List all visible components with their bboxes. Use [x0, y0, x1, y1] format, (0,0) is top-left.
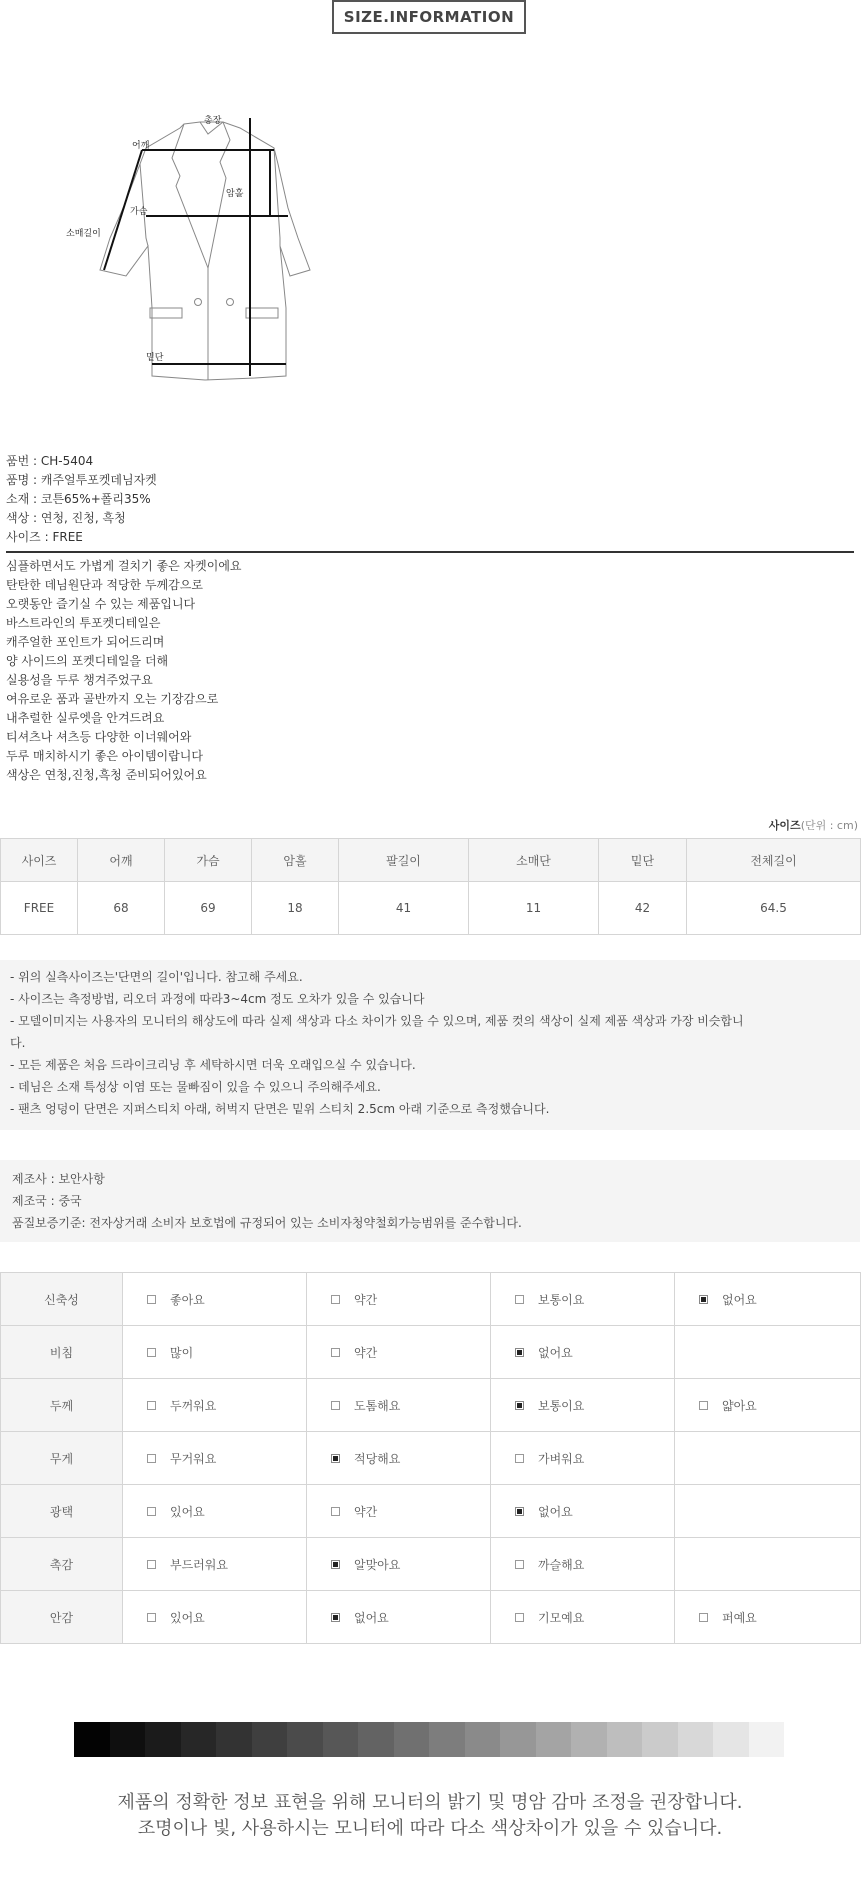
attribute-row: [1, 1432, 861, 1485]
unit-sub: (단위 : cm): [800, 819, 858, 832]
empty-cell: [675, 1485, 861, 1538]
grayscale-swatch: [500, 1722, 536, 1757]
grayscale-swatch: [181, 1722, 217, 1757]
maker-line: 제조사 : 보안사항: [12, 1172, 105, 1186]
attribute-option-label: 약간: [354, 1345, 378, 1360]
info-line: 사이즈 : FREE: [6, 530, 83, 544]
attribute-option-label: 적당해요: [354, 1451, 401, 1466]
attribute-option-label: 부드러워요: [170, 1557, 228, 1572]
grayscale-swatch: [713, 1722, 749, 1757]
note-line: - 위의 실측사이즈는'단면의 길이'입니다. 참고해 주세요.: [10, 970, 303, 984]
checked-box-icon: [515, 1348, 524, 1357]
grayscale-swatch: [642, 1722, 678, 1757]
attribute-option-label: 까슬해요: [538, 1557, 585, 1572]
desc-line: 실용성을 두루 챙겨주었구요: [6, 673, 153, 687]
attribute-label: 무게: [1, 1432, 123, 1485]
desc-line: 오랫동안 즐기실 수 있는 제품입니다: [6, 597, 196, 611]
grayscale-swatch: [216, 1722, 252, 1757]
grayscale-swatch: [323, 1722, 359, 1757]
attribute-option: [675, 1591, 861, 1644]
size-cell: 18: [252, 882, 339, 935]
desc-line: 캐주얼한 포인트가 되어드리며: [6, 635, 165, 649]
desc-line: 여유로운 품과 골반까지 오는 기장감으로: [6, 692, 219, 706]
label-armhole: 암홀: [226, 189, 244, 199]
checked-box-icon: [515, 1507, 524, 1516]
note-line: - 모든 제품은 처음 드라이크리닝 후 세탁하시면 더욱 오래입으실 수 있습니다.: [10, 1058, 416, 1072]
desc-line: 탄탄한 데님원단과 적당한 두께감으로: [6, 578, 203, 592]
grayscale-swatch: [571, 1722, 607, 1757]
desc-line: 색상은 연청,진청,흑청 준비되어있어요: [6, 768, 207, 782]
attribute-option: [307, 1591, 491, 1644]
checked-box-icon: [699, 1295, 708, 1304]
size-header-cell: 가슴: [165, 839, 252, 882]
attribute-option-label: 없어요: [722, 1292, 757, 1307]
attribute-option-label: 보통이요: [538, 1398, 585, 1413]
unit-title: 사이즈: [768, 819, 801, 832]
attribute-option-label: 얇아요: [722, 1398, 757, 1413]
grayscale-swatch: [287, 1722, 323, 1757]
empty-cell: [675, 1538, 861, 1591]
attribute-option: [123, 1485, 307, 1538]
attribute-option: [307, 1432, 491, 1485]
label-sleeve-length: 소매길이: [66, 229, 101, 239]
unchecked-box-icon: [331, 1401, 340, 1410]
grayscale-swatch: [394, 1722, 430, 1757]
size-table-header: [1, 839, 861, 882]
unchecked-box-icon: [147, 1348, 156, 1357]
grayscale-swatch: [252, 1722, 288, 1757]
size-notes: [0, 960, 860, 1130]
attribute-option: [307, 1273, 491, 1326]
size-header-cell: 암홀: [252, 839, 339, 882]
desc-line: 심플하면서도 가볍게 걸치기 좋은 자켓이에요: [6, 559, 242, 573]
size-header-cell: 밑단: [599, 839, 687, 882]
attribute-option: [675, 1379, 861, 1432]
grayscale-swatch: [607, 1722, 643, 1757]
checked-box-icon: [331, 1613, 340, 1622]
attribute-option-label: 좋아요: [170, 1292, 205, 1307]
unchecked-box-icon: [147, 1401, 156, 1410]
maker-line: 제조국 : 중국: [12, 1194, 82, 1208]
attribute-option: [491, 1485, 675, 1538]
attribute-option-label: 두꺼워요: [170, 1398, 217, 1413]
attribute-option-label: 퍼예요: [722, 1610, 757, 1625]
desc-line: 두루 매치하시기 좋은 아이템이랍니다: [6, 749, 203, 763]
attribute-option-label: 가벼워요: [538, 1451, 585, 1466]
attribute-option-label: 도톰해요: [354, 1398, 401, 1413]
size-header-cell: 어깨: [78, 839, 165, 882]
unchecked-box-icon: [331, 1507, 340, 1516]
desc-line: 바스트라인의 투포켓디테일은: [6, 616, 161, 630]
label-total-length: 총장: [204, 116, 222, 126]
size-cell: 68: [78, 882, 165, 935]
attribute-option: [491, 1538, 675, 1591]
maker-line: 품질보증기준: 전자상거래 소비자 보호법에 규정되어 있는 소비자청약철회가능범위를 준수합니다.: [12, 1216, 522, 1230]
checked-box-icon: [331, 1454, 340, 1463]
attribute-option-label: 알맞아요: [354, 1557, 401, 1572]
size-table: [0, 838, 861, 935]
attribute-option-label: 없어요: [538, 1345, 573, 1360]
grayscale-swatch: [678, 1722, 714, 1757]
grayscale-swatch: [749, 1722, 785, 1757]
note-line: 다.: [10, 1036, 26, 1050]
attribute-row: [1, 1538, 861, 1591]
attribute-label: 촉감: [1, 1538, 123, 1591]
attribute-option: [123, 1538, 307, 1591]
size-cell: 69: [165, 882, 252, 935]
attribute-row: [1, 1326, 861, 1379]
unchecked-box-icon: [515, 1613, 524, 1622]
grayscale-swatch: [145, 1722, 181, 1757]
attribute-option: [123, 1379, 307, 1432]
jacket-diagram: [66, 116, 350, 380]
grayscale-swatch: [358, 1722, 394, 1757]
note-line: - 데님은 소재 특성상 이염 또는 물빠짐이 있을 수 있으니 주의해주세요.: [10, 1080, 381, 1094]
attribute-option-label: 보통이요: [538, 1292, 585, 1307]
unchecked-box-icon: [147, 1454, 156, 1463]
size-cell: 11: [469, 882, 599, 935]
attribute-option: [491, 1379, 675, 1432]
size-header-cell: 사이즈: [1, 839, 78, 882]
attribute-label: 광택: [1, 1485, 123, 1538]
info-line: 색상 : 연청, 진청, 흑청: [6, 511, 126, 525]
attribute-option-label: 있어요: [170, 1504, 205, 1519]
monitor-notice: [0, 1790, 860, 1842]
size-header-cell: 팔길이: [339, 839, 469, 882]
note-line: - 사이즈는 측정방법, 리오더 과정에 따라3~4cm 정도 오차가 있을 수 있습니다: [10, 992, 425, 1006]
size-unit-label: [769, 817, 858, 833]
monitor-notice-line1: 제품의 정확한 정보 표현을 위해 모니터의 밝기 및 명암 감마 조정을 권장합니다.: [117, 1792, 743, 1813]
monitor-notice-line2: 조명이나 빛, 사용하시는 모니터에 따라 다소 색상차이가 있을 수 있습니다.: [137, 1818, 723, 1839]
product-info: [6, 452, 856, 547]
label-hem: 밑단: [146, 353, 164, 363]
unchecked-box-icon: [147, 1295, 156, 1304]
attribute-label: 신축성: [1, 1273, 123, 1326]
info-line: 소재 : 코튼65%+폴리35%: [6, 492, 151, 506]
attribute-option: [123, 1326, 307, 1379]
attribute-option: [123, 1432, 307, 1485]
unchecked-box-icon: [331, 1348, 340, 1357]
unchecked-box-icon: [147, 1560, 156, 1569]
divider: [6, 551, 854, 553]
attribute-option-label: 있어요: [170, 1610, 205, 1625]
checked-box-icon: [331, 1560, 340, 1569]
grayscale-swatch: [465, 1722, 501, 1757]
unchecked-box-icon: [515, 1560, 524, 1569]
grayscale-swatch: [429, 1722, 465, 1757]
attribute-option-label: 약간: [354, 1504, 378, 1519]
empty-cell: [675, 1326, 861, 1379]
grayscale-swatch: [536, 1722, 572, 1757]
attribute-row: [1, 1485, 861, 1538]
table-row: [1, 882, 861, 935]
unchecked-box-icon: [147, 1613, 156, 1622]
attribute-row: [1, 1273, 861, 1326]
unchecked-box-icon: [699, 1613, 708, 1622]
section-title: SIZE.INFORMATION: [332, 0, 526, 34]
attribute-option: [307, 1538, 491, 1591]
size-cell: 64.5: [687, 882, 861, 935]
size-header-cell: 소매단: [469, 839, 599, 882]
grayscale-swatch: [74, 1722, 110, 1757]
product-description: [6, 557, 856, 785]
attribute-option: [491, 1591, 675, 1644]
label-shoulder: 어깨: [132, 141, 150, 151]
attribute-option-label: 기모예요: [538, 1610, 585, 1625]
desc-line: 내추럴한 실루엣을 안겨드려요: [6, 711, 165, 725]
attribute-row: [1, 1379, 861, 1432]
fabric-attribute-table: [0, 1272, 861, 1644]
attribute-label: 두께: [1, 1379, 123, 1432]
attribute-option: [123, 1273, 307, 1326]
note-line: - 모델이미지는 사용자의 모니터의 해상도에 따라 실제 색상과 다소 차이가 있을 수 있으며, 제품 컷의 색상이 실제 제품 색상과 가장 비슷합니: [10, 1014, 744, 1028]
attribute-option: [491, 1432, 675, 1485]
empty-cell: [675, 1432, 861, 1485]
unchecked-box-icon: [515, 1454, 524, 1463]
attribute-option: [307, 1485, 491, 1538]
label-chest: 가슴: [130, 207, 148, 217]
grayscale-calibration-bar: [74, 1722, 784, 1757]
attribute-option: [491, 1326, 675, 1379]
attribute-option: [675, 1273, 861, 1326]
checked-box-icon: [515, 1401, 524, 1410]
grayscale-swatch: [110, 1722, 146, 1757]
attribute-option-label: 무거워요: [170, 1451, 217, 1466]
attribute-row: [1, 1591, 861, 1644]
attribute-option-label: 없어요: [354, 1610, 389, 1625]
attribute-option: [491, 1273, 675, 1326]
unchecked-box-icon: [699, 1401, 708, 1410]
unchecked-box-icon: [331, 1295, 340, 1304]
unchecked-box-icon: [147, 1507, 156, 1516]
size-header-cell: 전체길이: [687, 839, 861, 882]
unchecked-box-icon: [515, 1295, 524, 1304]
attribute-label: 비침: [1, 1326, 123, 1379]
attribute-option: [307, 1326, 491, 1379]
attribute-label: 안감: [1, 1591, 123, 1644]
size-cell: 41: [339, 882, 469, 935]
size-cell: FREE: [1, 882, 78, 935]
desc-line: 티셔츠나 셔츠등 다양한 이너웨어와: [6, 730, 192, 744]
attribute-option-label: 약간: [354, 1292, 378, 1307]
attribute-option: [123, 1591, 307, 1644]
desc-line: 양 사이드의 포켓디테일을 더해: [6, 654, 169, 668]
info-line: 품명 : 캐주얼투포켓데님자켓: [6, 473, 157, 487]
manufacturer-info: [0, 1160, 860, 1242]
attribute-option-label: 없어요: [538, 1504, 573, 1519]
size-cell: 42: [599, 882, 687, 935]
info-line: 품번 : CH-5404: [6, 454, 94, 468]
attribute-option: [307, 1379, 491, 1432]
attribute-option-label: 많이: [170, 1345, 194, 1360]
note-line: - 팬츠 엉덩이 단면은 지퍼스티치 아래, 허벅지 단면은 밑위 스티치 2.5cm 아래 기준으로 측정했습니다.: [10, 1102, 550, 1116]
